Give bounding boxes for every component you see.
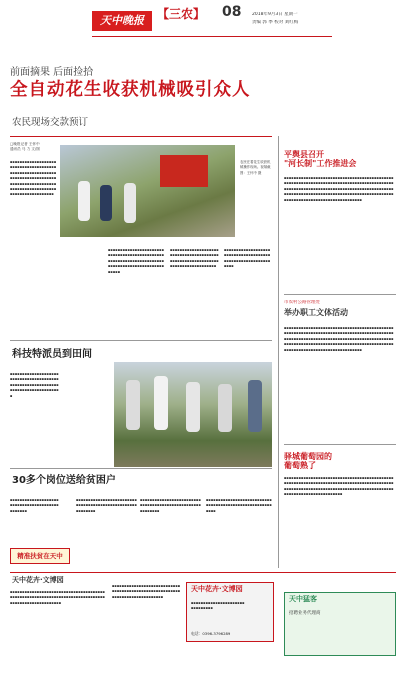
page-number: 08 [222,4,242,20]
person-shape [78,181,90,221]
feature2-body-col4: ▪▪▪▪▪▪▪▪▪▪▪▪▪▪▪▪▪▪▪▪▪▪▪▪▪▪▪▪▪▪▪▪▪▪▪▪▪▪▪▪▪▪▪▪▪▪▪▪▪▪▪▪▪▪▪▪▪▪ [206,498,272,513]
lead-subtitle: 农民现场交款预订 [12,117,89,128]
footer-left-body: ▪▪▪▪▪▪▪▪▪▪▪▪▪▪▪▪▪▪▪▪▪▪▪▪▪▪▪▪▪▪▪▪▪▪▪▪▪▪▪▪▪▪▪▪▪▪▪▪▪▪▪▪▪▪▪▪▪▪▪▪▪▪▪▪▪▪▪▪▪▪▪▪▪▪▪▪▪▪▪▪▪▪▪▪▪▪▪▪▪▪▪▪▪▪▪▪▪▪▪ [10,590,105,605]
person-shape [126,380,140,430]
lead-body-col2: ▪▪▪▪▪▪▪▪▪▪▪▪▪▪▪▪▪▪▪▪▪▪▪▪▪▪▪▪▪▪▪▪▪▪▪▪▪▪▪▪▪▪▪▪▪▪▪▪▪▪▪▪▪▪▪▪▪▪▪▪▪▪▪▪▪▪▪▪▪▪▪▪▪▪▪▪▪▪▪▪▪▪▪▪▪▪▪▪▪▪▪▪▪▪▪▪▪ [108,248,165,274]
ad-body: ▪▪▪▪▪▪▪▪▪▪▪▪▪▪▪▪▪▪▪▪▪▪▪▪▪▪▪▪▪▪▪ [191,601,245,611]
sidebar-story2-kicker: 市农村公路管理处 [284,300,320,305]
date-line: 2018年9月3日 星期一 [252,12,298,17]
masthead [0,0,415,44]
person-shape [248,380,262,432]
flower-park-ad [186,582,274,642]
divider [10,468,272,469]
feature1-photo [114,362,272,467]
masthead-rule [92,36,332,37]
lead-byline: □晚报记者 王怀中 通讯员 马 力 文/图 [10,142,40,152]
column-divider [278,136,279,568]
divider [10,340,272,341]
sidebar-story1-title: 平舆县召开 "河长制"工作推进会 [284,150,357,168]
lead-headline: 全自动花生收获机械吸引众人 [10,80,251,100]
recruit-ad-line: 招聘业务代理商 [289,611,321,616]
person-shape [124,183,136,223]
ad-title: 天中花卉·文博园 [191,585,243,593]
staff-line: 责编 郭 季 校对 刘红梅 [252,20,299,25]
feature1-body: ▪▪▪▪▪▪▪▪▪▪▪▪▪▪▪▪▪▪▪▪▪▪▪▪▪▪▪▪▪▪▪▪▪▪▪▪▪▪▪▪▪▪▪▪▪▪▪▪▪▪▪▪▪▪▪▪▪▪▪▪▪▪▪▪▪▪▪▪▪▪▪▪▪▪▪▪▪▪▪▪▪ [10,372,59,398]
sidebar-story3-title: 驿城葡萄园的 葡萄熟了 [284,452,332,470]
feature2-body-col1: ▪▪▪▪▪▪▪▪▪▪▪▪▪▪▪▪▪▪▪▪▪▪▪▪▪▪▪▪▪▪▪▪▪▪▪▪▪▪▪▪▪▪▪▪▪▪▪ [10,498,59,513]
divider [284,294,396,295]
lead-photo-caption: 农民在看花生收获机械操作现场。视频截图：王怀中 摄 [240,160,271,175]
footer-left-title: 天中花卉·文博园 [12,576,64,584]
person-shape [100,185,112,221]
section-name: 【三农】 [157,7,206,21]
feature2-body-col2: ▪▪▪▪▪▪▪▪▪▪▪▪▪▪▪▪▪▪▪▪▪▪▪▪▪▪▪▪▪▪▪▪▪▪▪▪▪▪▪▪▪▪▪▪▪▪▪▪▪▪▪▪▪▪▪▪▪▪ [76,498,137,513]
person-shape [154,376,168,430]
poverty-banner: 精准扶贫在天中 [10,548,70,564]
sidebar-story2-body: ▪▪▪▪▪▪▪▪▪▪▪▪▪▪▪▪▪▪▪▪▪▪▪▪▪▪▪▪▪▪▪▪▪▪▪▪▪▪▪▪▪▪▪▪▪▪▪▪▪▪▪▪▪▪▪▪▪▪▪▪▪▪▪▪▪▪▪▪▪▪▪▪▪▪▪▪▪▪▪▪▪▪▪▪▪▪▪▪▪▪▪▪▪▪▪▪▪▪▪▪▪▪▪▪▪▪▪▪▪▪▪▪▪▪▪▪▪▪▪▪▪▪▪▪▪▪▪▪▪▪▪▪▪▪▪▪▪▪▪▪▪▪▪▪▪▪▪▪▪▪▪▪▪▪▪▪▪▪▪▪▪▪▪▪▪▪▪▪▪▪▪▪▪▪▪▪▪▪▪▪▪▪▪▪▪▪▪▪▪▪▪▪▪▪▪▪▪▪▪▪▪▪▪▪▪▪▪▪▪▪▪▪ [284,326,394,352]
lead-rule [10,136,272,137]
lead-photo [60,145,235,237]
lead-body-col3: ▪▪▪▪▪▪▪▪▪▪▪▪▪▪▪▪▪▪▪▪▪▪▪▪▪▪▪▪▪▪▪▪▪▪▪▪▪▪▪▪▪▪▪▪▪▪▪▪▪▪▪▪▪▪▪▪▪▪▪▪▪▪▪▪▪▪▪▪▪▪▪▪▪▪▪▪▪▪▪ [170,248,219,269]
divider [284,444,396,445]
sidebar-story1-body: ▪▪▪▪▪▪▪▪▪▪▪▪▪▪▪▪▪▪▪▪▪▪▪▪▪▪▪▪▪▪▪▪▪▪▪▪▪▪▪▪▪▪▪▪▪▪▪▪▪▪▪▪▪▪▪▪▪▪▪▪▪▪▪▪▪▪▪▪▪▪▪▪▪▪▪▪▪▪▪▪▪▪▪▪▪▪▪▪▪▪▪▪▪▪▪▪▪▪▪▪▪▪▪▪▪▪▪▪▪▪▪▪▪▪▪▪▪▪▪▪▪▪▪▪▪▪▪▪▪▪▪▪▪▪▪▪▪▪▪▪▪▪▪▪▪▪▪▪▪▪▪▪▪▪▪▪▪▪▪▪▪▪▪▪▪▪▪▪▪▪▪▪▪▪▪▪▪▪▪▪▪▪▪▪▪▪▪▪▪▪▪▪▪▪▪▪▪▪▪▪▪▪▪▪▪▪▪▪▪▪▪▪ [284,176,394,202]
footer-mid-body: ▪▪▪▪▪▪▪▪▪▪▪▪▪▪▪▪▪▪▪▪▪▪▪▪▪▪▪▪▪▪▪▪▪▪▪▪▪▪▪▪▪▪▪▪▪▪▪▪▪▪▪▪▪▪▪▪▪▪▪▪▪▪▪▪▪▪▪▪▪▪▪▪▪▪▪▪▪ [112,584,181,599]
person-shape [186,382,200,432]
lead-body-col4: ▪▪▪▪▪▪▪▪▪▪▪▪▪▪▪▪▪▪▪▪▪▪▪▪▪▪▪▪▪▪▪▪▪▪▪▪▪▪▪▪▪▪▪▪▪▪▪▪▪▪▪▪▪▪▪▪▪▪▪▪▪ [224,248,271,269]
person-shape [218,384,232,432]
footer-rule [10,572,396,573]
feature2-body-col3: ▪▪▪▪▪▪▪▪▪▪▪▪▪▪▪▪▪▪▪▪▪▪▪▪▪▪▪▪▪▪▪▪▪▪▪▪▪▪▪▪▪▪▪▪▪▪▪▪▪▪▪▪▪▪▪▪▪▪ [140,498,201,513]
ad-phone: 电话：0396-3796289 [191,631,231,636]
feature2-title: 30多个岗位送给贫困户 [12,475,116,486]
lead-body-col1: ▪▪▪▪▪▪▪▪▪▪▪▪▪▪▪▪▪▪▪▪▪▪▪▪▪▪▪▪▪▪▪▪▪▪▪▪▪▪▪▪▪▪▪▪▪▪▪▪▪▪▪▪▪▪▪▪▪▪▪▪▪▪▪▪▪▪▪▪▪▪▪▪▪▪▪▪▪▪▪▪▪▪▪▪▪▪▪▪▪▪▪▪▪▪▪▪▪▪▪▪▪▪▪▪▪▪▪▪▪▪▪▪▪▪▪▪▪▪▪▪▪▪▪▪▪▪▪▪▪▪▪▪ [10,160,57,197]
feature1-title: 科技特派员到田间 [12,349,92,360]
sidebar-story2-title: 举办职工文体活动 [284,308,348,317]
harvester-shape [160,155,208,187]
recruit-ad-title: 天中猛客 [289,595,317,603]
lead-kicker: 前面摘果 后面捡拾 [10,67,94,78]
newspaper-logo: 天中晚报 [92,11,152,31]
recruit-ad [284,592,396,656]
sidebar-story3-body: ▪▪▪▪▪▪▪▪▪▪▪▪▪▪▪▪▪▪▪▪▪▪▪▪▪▪▪▪▪▪▪▪▪▪▪▪▪▪▪▪▪▪▪▪▪▪▪▪▪▪▪▪▪▪▪▪▪▪▪▪▪▪▪▪▪▪▪▪▪▪▪▪▪▪▪▪▪▪▪▪▪▪▪▪▪▪▪▪▪▪▪▪▪▪▪▪▪▪▪▪▪▪▪▪▪▪▪▪▪▪▪▪▪▪▪▪▪▪▪▪▪▪▪▪▪▪▪▪▪▪▪▪▪▪▪▪▪▪▪▪▪▪▪▪▪▪▪▪▪▪▪▪▪▪▪▪▪▪▪ [284,476,394,497]
